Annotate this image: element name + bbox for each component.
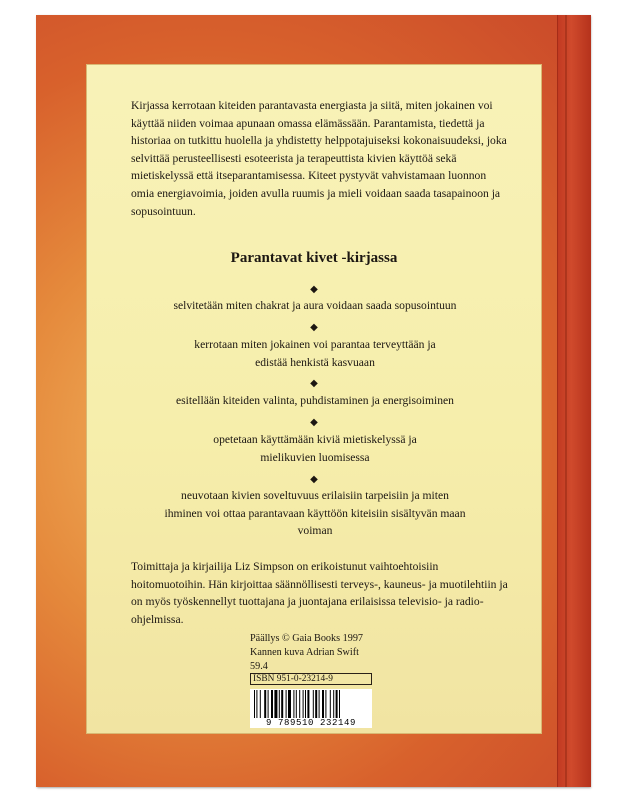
barcode-bars [250, 689, 372, 719]
diamond-bullet-icon: ◆ [310, 322, 318, 333]
classification-code: 59.4 [250, 661, 268, 672]
barcode-number: 9 789510 232149 [250, 718, 372, 728]
diamond-bullet-icon: ◆ [310, 474, 318, 485]
intro-paragraph: Kirjassa kerrotaan kiteiden parantavasta energiasta ja siitä, miten jokainen voi käyttää niiden voimaa apunaan omassa elämässään. Parantamista, tiedettä ja historiaa on tutkittu huolella ja yhdistetty helppotajuiseksi kokonaisuudeksi, joka selvittää perusteellisesti esoteerista ja terapeuttista kivien käyttöä sekä mietiskelyssä että itseparantamisessa. Kiteet pystyvät vahvistamaan luonnon omia energiavoimia, joiden avulla ruumis ja mieli voidaan saada tasapainoon ja sopusointuun. [131, 99, 507, 218]
book-spine [557, 15, 591, 787]
list-item: opetetaan käyttämään kiviä mietiskelyssä ja mielikuvien luomisessa [213, 433, 417, 464]
author-bio: Toimittaja ja kirjailija Liz Simpson on erikoistunut vaihtoehtoisiin hoitomuotoihin. Hän kirjoittaa säännöllisesti terveys-, kauneus- ja muotilehtiin ja on myös työskennellyt tuottajana ja juontajana erilaisissa televisio- ja radio-ohjelmissa. [131, 560, 508, 626]
isbn-label: ISBN 951-0-23214-9 [250, 673, 372, 685]
diamond-bullet-icon: ◆ [310, 417, 318, 428]
list-item: kerrotaan miten jokainen voi parantaa terveyttään ja edistää henkistä kasvuaan [194, 338, 436, 369]
diamond-bullet-icon: ◆ [310, 378, 318, 389]
spine-hinge [565, 15, 567, 787]
list-item: selvitetään miten chakrat ja aura voidaan saada sopusointuun [173, 299, 457, 312]
diamond-bullet-icon: ◆ [310, 284, 318, 295]
list-item: esitellään kiteiden valinta, puhdistaminen ja energisoiminen [176, 394, 454, 407]
cover-credit: Päällys © Gaia Books 1997 [250, 633, 364, 644]
list-heading: Parantavat kivet -kirjassa [230, 250, 398, 266]
photo-credit: Kannen kuva Adrian Swift [250, 647, 359, 658]
list-item: neuvotaan kivien soveltuvuus erilaisiin tarpeisiin ja miten ihminen voi ottaa parantavaan käyttöön kiteisiin sisältyvän maan voiman [164, 489, 466, 538]
